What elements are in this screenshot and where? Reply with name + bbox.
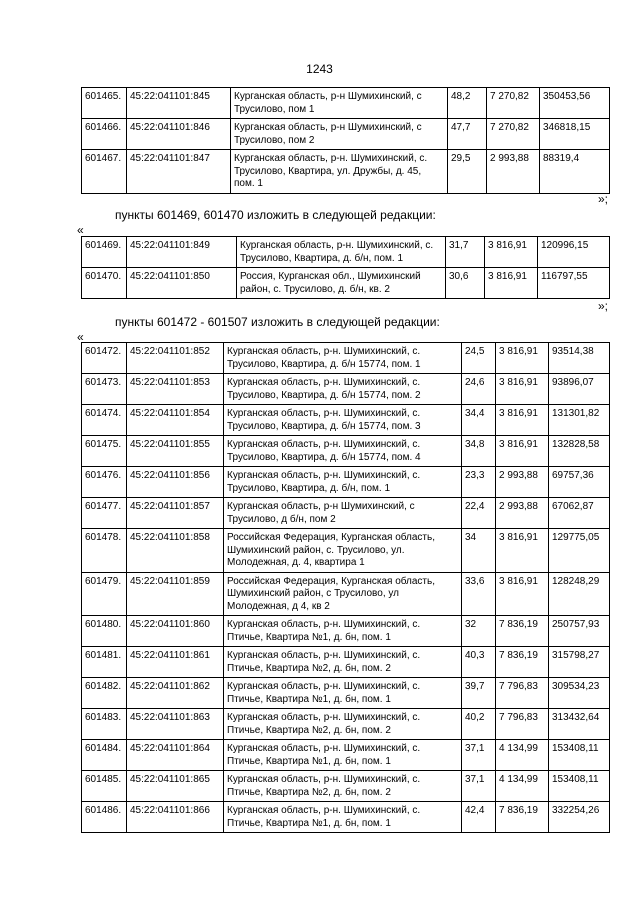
table-row (82, 647, 610, 678)
cadastral-number-cell: 45:22:041101:857 (127, 498, 224, 529)
address-cell: Курганская область, р-н. Шумихинский, с. Трусилово, Квартира, д. б/н 15774, пом. 1 (224, 343, 462, 374)
area-cell: 24,6 (462, 374, 496, 405)
address-cell: Российская Федерация, Курганская область, Шумихинский район, с Трусилово, ул Молодежная, д 4, кв 2 (224, 572, 462, 616)
area-cell: 29,5 (448, 150, 487, 194)
item-number-cell: 601483. (82, 709, 127, 740)
specific-value-cell: 3 816,91 (496, 572, 549, 616)
cadastral-value-cell: 120996,15 (538, 237, 610, 268)
registry-table-3 (81, 342, 610, 833)
amendment-instruction: пункты 601469, 601470 изложить в следующей редакции: (115, 208, 436, 222)
address-cell: Российская Федерация, Курганская область, Шумихинский район, с. Трусилово, ул. Молодежная, д. 4, квартира 1 (224, 529, 462, 573)
specific-value-cell: 7 796,83 (496, 678, 549, 709)
area-cell: 40,3 (462, 647, 496, 678)
item-number-cell: 601486. (82, 802, 127, 833)
cadastral-number-cell: 45:22:041101:850 (127, 268, 237, 299)
item-number-cell: 601481. (82, 647, 127, 678)
specific-value-cell: 2 993,88 (487, 150, 540, 194)
table-row (82, 88, 610, 119)
specific-value-cell: 7 270,82 (487, 119, 540, 150)
area-cell: 34 (462, 529, 496, 573)
address-cell: Курганская область, р-н. Шумихинский, с. Птичье, Квартира №1, д. бн, пом. 1 (224, 616, 462, 647)
item-number-cell: 601485. (82, 771, 127, 802)
cadastral-number-cell: 45:22:041101:860 (127, 616, 224, 647)
address-cell: Курганская область, р-н Шумихинский, с Трусилово, пом 1 (231, 88, 448, 119)
cadastral-value-cell: 69757,36 (549, 467, 610, 498)
item-number-cell: 601473. (82, 374, 127, 405)
address-cell: Курганская область, р-н. Шумихинский, с. Птичье, Квартира №1, д. бн, пом. 1 (224, 678, 462, 709)
item-number-cell: 601480. (82, 616, 127, 647)
cadastral-number-cell: 45:22:041101:861 (127, 647, 224, 678)
specific-value-cell: 7 270,82 (487, 88, 540, 119)
table-row (82, 572, 610, 616)
address-cell: Курганская область, р-н. Шумихинский, с. Птичье, Квартира №2, д. бн, пом. 2 (224, 647, 462, 678)
area-cell: 37,1 (462, 771, 496, 802)
cadastral-number-cell: 45:22:041101:852 (127, 343, 224, 374)
cadastral-value-cell: 346818,15 (540, 119, 610, 150)
item-number-cell: 601472. (82, 343, 127, 374)
specific-value-cell: 7 796,83 (496, 709, 549, 740)
item-number-cell: 601465. (82, 88, 127, 119)
area-cell: 47,7 (448, 119, 487, 150)
address-cell: Курганская область, р-н. Шумихинский, с. Трусилово, Квартира, д. б/н, пом. 1 (237, 237, 446, 268)
item-number-cell: 601470. (82, 268, 127, 299)
address-cell: Курганская область, р-н Шумихинский, с Трусилово, д б/н, пом 2 (224, 498, 462, 529)
cadastral-value-cell: 315798,27 (549, 647, 610, 678)
address-cell: Курганская область, р-н. Шумихинский, с. Трусилово, Квартира, д. б/н 15774, пом. 4 (224, 436, 462, 467)
specific-value-cell: 7 836,19 (496, 647, 549, 678)
address-cell: Курганская область, р-н Шумихинский, с Трусилово, пом 2 (231, 119, 448, 150)
area-cell: 32 (462, 616, 496, 647)
table-row (82, 616, 610, 647)
specific-value-cell: 3 816,91 (496, 343, 549, 374)
table-row (82, 268, 610, 299)
item-number-cell: 601476. (82, 467, 127, 498)
cadastral-value-cell: 128248,29 (549, 572, 610, 616)
cadastral-number-cell: 45:22:041101:862 (127, 678, 224, 709)
item-number-cell: 601479. (82, 572, 127, 616)
table-row (82, 771, 610, 802)
specific-value-cell: 3 816,91 (496, 374, 549, 405)
cadastral-number-cell: 45:22:041101:855 (127, 436, 224, 467)
cadastral-number-cell: 45:22:041101:863 (127, 709, 224, 740)
cadastral-number-cell: 45:22:041101:859 (127, 572, 224, 616)
cadastral-number-cell: 45:22:041101:864 (127, 740, 224, 771)
area-cell: 40,2 (462, 709, 496, 740)
table-row (82, 678, 610, 709)
item-number-cell: 601467. (82, 150, 127, 194)
specific-value-cell: 2 993,88 (496, 498, 549, 529)
opening-quote-mark: « (77, 223, 84, 237)
area-cell: 24,5 (462, 343, 496, 374)
item-number-cell: 601466. (82, 119, 127, 150)
amendment-instruction: пункты 601472 - 601507 изложить в следующей редакции: (115, 315, 440, 329)
address-cell: Курганская область, р-н. Шумихинский, с. Птичье, Квартира №1, д. бн, пом. 1 (224, 802, 462, 833)
table-row (82, 374, 610, 405)
area-cell: 30,6 (446, 268, 485, 299)
specific-value-cell: 4 134,99 (496, 740, 549, 771)
area-cell: 31,7 (446, 237, 485, 268)
specific-value-cell: 7 836,19 (496, 616, 549, 647)
cadastral-value-cell: 132828,58 (549, 436, 610, 467)
area-cell: 37,1 (462, 740, 496, 771)
cadastral-value-cell: 116797,55 (538, 268, 610, 299)
item-number-cell: 601482. (82, 678, 127, 709)
specific-value-cell: 2 993,88 (496, 467, 549, 498)
closing-quote-mark: »; (597, 299, 608, 313)
item-number-cell: 601484. (82, 740, 127, 771)
address-cell: Курганская область, р-н. Шумихинский, с. Трусилово, Квартира, д. б/н, пом. 1 (224, 467, 462, 498)
cadastral-number-cell: 45:22:041101:858 (127, 529, 224, 573)
registry-table-2 (81, 236, 610, 299)
cadastral-number-cell: 45:22:041101:853 (127, 374, 224, 405)
table-row (82, 119, 610, 150)
address-cell: Курганская область, р-н. Шумихинский, с. Птичье, Квартира №2, д. бн, пом. 2 (224, 709, 462, 740)
cadastral-number-cell: 45:22:041101:846 (127, 119, 231, 150)
cadastral-value-cell: 131301,82 (549, 405, 610, 436)
table-row (82, 343, 610, 374)
table-row (82, 498, 610, 529)
cadastral-value-cell: 67062,87 (549, 498, 610, 529)
area-cell: 34,4 (462, 405, 496, 436)
table-row (82, 709, 610, 740)
cadastral-number-cell: 45:22:041101:854 (127, 405, 224, 436)
address-cell: Курганская область, р-н. Шумихинский, с. Трусилово, Квартира, д. б/н 15774, пом. 3 (224, 405, 462, 436)
page-number: 1243 (306, 62, 333, 76)
specific-value-cell: 3 816,91 (496, 405, 549, 436)
table-row (82, 802, 610, 833)
item-number-cell: 601475. (82, 436, 127, 467)
cadastral-value-cell: 93514,38 (549, 343, 610, 374)
cadastral-number-cell: 45:22:041101:845 (127, 88, 231, 119)
table-row (82, 467, 610, 498)
cadastral-number-cell: 45:22:041101:865 (127, 771, 224, 802)
cadastral-number-cell: 45:22:041101:849 (127, 237, 237, 268)
cadastral-value-cell: 250757,93 (549, 616, 610, 647)
cadastral-value-cell: 93896,07 (549, 374, 610, 405)
area-cell: 42,4 (462, 802, 496, 833)
area-cell: 23,3 (462, 467, 496, 498)
registry-table-1 (81, 87, 610, 194)
cadastral-number-cell: 45:22:041101:866 (127, 802, 224, 833)
address-cell: Курганская область, р-н. Шумихинский, с. Трусилово, Квартира, д. б/н 15774, пом. 2 (224, 374, 462, 405)
cadastral-value-cell: 153408,11 (549, 740, 610, 771)
table-row (82, 436, 610, 467)
area-cell: 33,6 (462, 572, 496, 616)
item-number-cell: 601469. (82, 237, 127, 268)
area-cell: 48,2 (448, 88, 487, 119)
area-cell: 39,7 (462, 678, 496, 709)
item-number-cell: 601477. (82, 498, 127, 529)
address-cell: Россия, Курганская обл., Шумихинский район, с. Трусилово, д. б/н, кв. 2 (237, 268, 446, 299)
address-cell: Курганская область, р-н. Шумихинский, с. Птичье, Квартира №1, д. бн, пом. 1 (224, 740, 462, 771)
item-number-cell: 601474. (82, 405, 127, 436)
area-cell: 34,8 (462, 436, 496, 467)
cadastral-value-cell: 88319,4 (540, 150, 610, 194)
item-number-cell: 601478. (82, 529, 127, 573)
table-row (82, 237, 610, 268)
specific-value-cell: 3 816,91 (485, 237, 538, 268)
specific-value-cell: 3 816,91 (485, 268, 538, 299)
cadastral-value-cell: 153408,11 (549, 771, 610, 802)
cadastral-number-cell: 45:22:041101:847 (127, 150, 231, 194)
table-row (82, 529, 610, 573)
address-cell: Курганская область, р-н. Шумихинский, с. Трусилово, Квартира, ул. Дружбы, д. 45, пом. 1 (231, 150, 448, 194)
cadastral-value-cell: 129775,05 (549, 529, 610, 573)
table-row (82, 740, 610, 771)
cadastral-value-cell: 313432,64 (549, 709, 610, 740)
cadastral-value-cell: 309534,23 (549, 678, 610, 709)
specific-value-cell: 7 836,19 (496, 802, 549, 833)
area-cell: 22,4 (462, 498, 496, 529)
cadastral-number-cell: 45:22:041101:856 (127, 467, 224, 498)
table-row (82, 150, 610, 194)
cadastral-value-cell: 350453,56 (540, 88, 610, 119)
closing-quote-mark: »; (597, 192, 608, 206)
table-row (82, 405, 610, 436)
cadastral-value-cell: 332254,26 (549, 802, 610, 833)
specific-value-cell: 3 816,91 (496, 529, 549, 573)
specific-value-cell: 3 816,91 (496, 436, 549, 467)
address-cell: Курганская область, р-н. Шумихинский, с. Птичье, Квартира №2, д. бн, пом. 2 (224, 771, 462, 802)
opening-quote-mark: « (77, 330, 84, 344)
specific-value-cell: 4 134,99 (496, 771, 549, 802)
